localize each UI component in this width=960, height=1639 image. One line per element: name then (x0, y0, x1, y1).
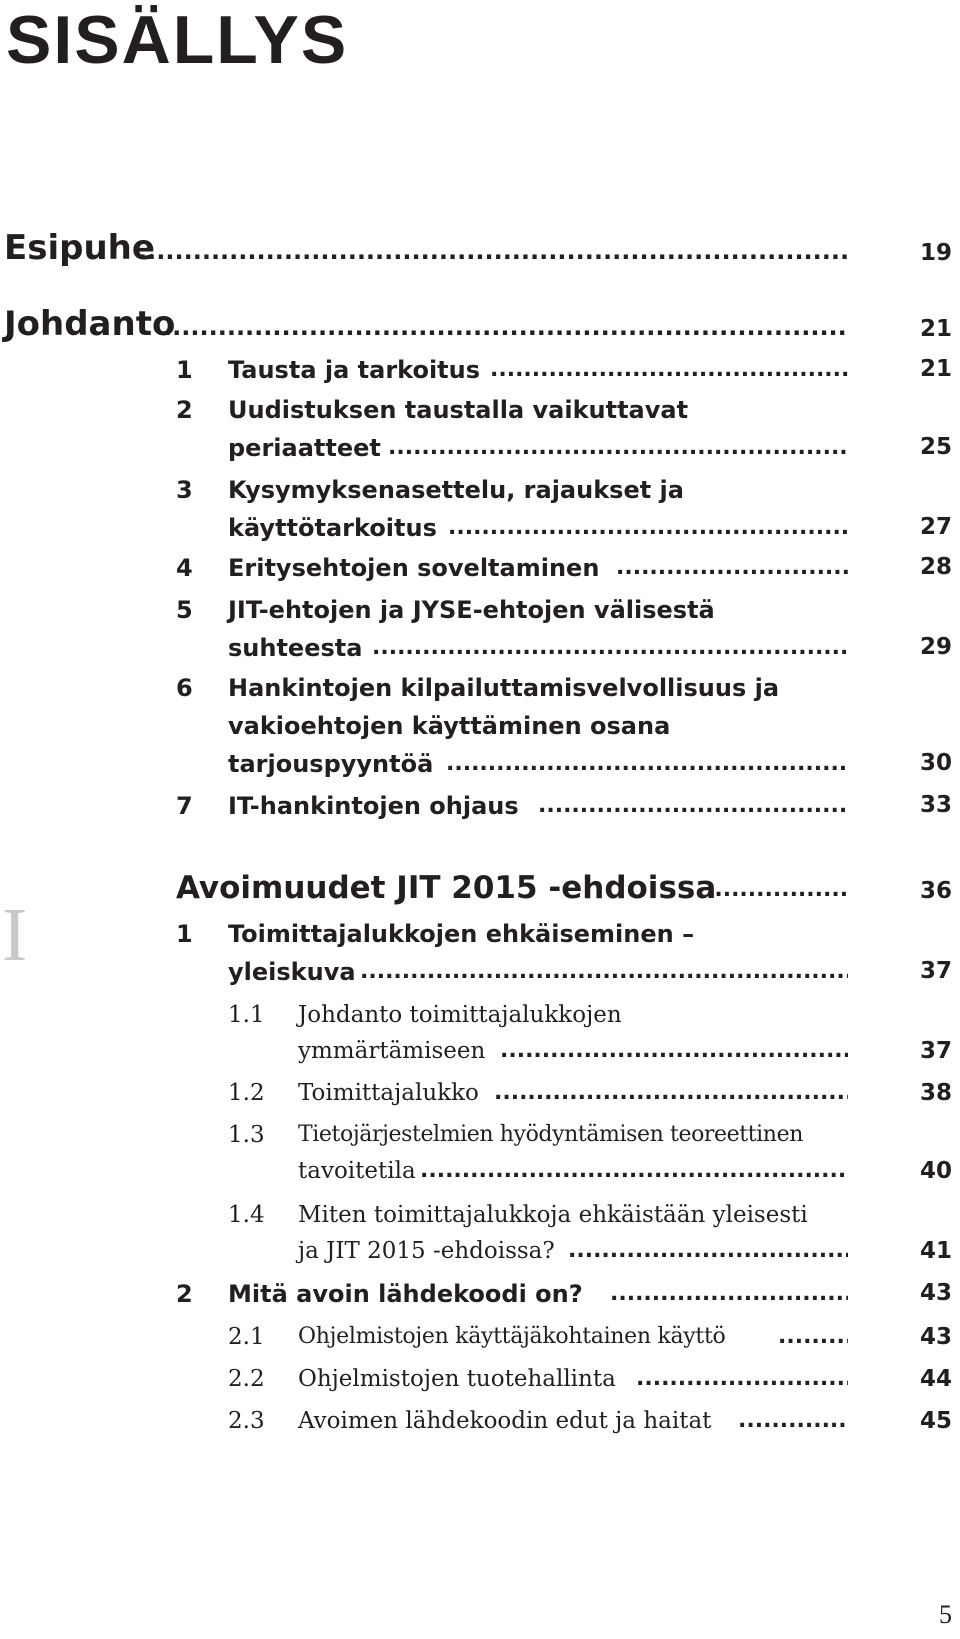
toc-entry-title: Ohjelmistojen käyttäjäkohtainen käyttö (298, 1324, 726, 1349)
toc-entry-number: 4 (176, 554, 193, 582)
toc-entry-number: 6 (176, 674, 193, 702)
dot-leader (163, 312, 848, 342)
dot-leader (420, 1156, 848, 1186)
dot-leader (610, 1279, 848, 1309)
toc-entry-title: Uudistuksen taustalla vaikuttavat (228, 396, 689, 424)
toc-page-number: 37 (919, 1038, 952, 1064)
toc-entry-number: 2.1 (228, 1324, 265, 1350)
toc-entry-title-cont: ja JIT 2015 -ehdoissa? (298, 1238, 555, 1264)
dot-leader (706, 875, 848, 905)
toc-entry-number: 2 (176, 396, 193, 424)
page-title: SISÄLLYS (6, 2, 349, 78)
toc-entry-number: 1.4 (228, 1202, 265, 1228)
toc-entry-title-cont: tavoitetila (298, 1158, 416, 1184)
toc-entry-title-cont: ymmärtämiseen (298, 1038, 486, 1064)
dot-leader (448, 513, 848, 543)
toc-entry-number: 2 (176, 1280, 193, 1308)
toc-entry-title: Hankintojen kilpailuttamisvelvollisuus ja (228, 674, 780, 702)
toc-page-number: 45 (919, 1408, 952, 1434)
toc-entry-title: JIT-ehtojen ja JYSE-ehtojen välisestä (228, 596, 715, 624)
dot-leader (360, 957, 848, 987)
toc-page-number: 38 (919, 1080, 952, 1106)
toc-entry-number: 1.1 (228, 1002, 265, 1028)
toc-entry-number: 1 (176, 920, 193, 948)
dot-leader (778, 1322, 848, 1352)
toc-entry-title: Esipuhe (4, 228, 155, 268)
dot-leader (490, 355, 848, 385)
toc-entry-number: 2.2 (228, 1366, 265, 1392)
dot-leader (446, 749, 848, 779)
toc-entry-title: Johdanto toimittajalukkojen (298, 1002, 622, 1028)
toc-entry-title: Avoimen lähdekoodin edut ja haitat (298, 1408, 712, 1434)
toc-entry-title: Mitä avoin lähdekoodi on? (228, 1280, 583, 1308)
dot-leader (500, 1036, 848, 1066)
dot-leader (568, 1236, 848, 1266)
toc-entry-number: 1 (176, 356, 193, 384)
toc-part-title: Avoimuudet JIT 2015 -ehdoissa (176, 870, 717, 906)
toc-page-number: 33 (919, 792, 952, 818)
toc-page-number: 25 (919, 434, 952, 460)
toc-entry-title-cont: tarjouspyyntöä (228, 750, 434, 778)
toc-entry-title: Miten toimittajalukkoja ehkäistään yleisesti (298, 1202, 808, 1228)
dot-leader (738, 1406, 848, 1436)
toc-page-number: 29 (919, 634, 952, 660)
toc-entry-number: 5 (176, 596, 193, 624)
dot-leader (138, 236, 848, 266)
toc-entry-title: IT-hankintojen ohjaus (228, 792, 519, 820)
toc-page-number: 28 (919, 554, 952, 580)
toc-page-number: 41 (919, 1238, 952, 1264)
toc-page-number: 21 (919, 316, 952, 342)
toc-page-number: 27 (919, 514, 952, 540)
toc-entry-title: Ohjelmistojen tuotehallinta (298, 1366, 616, 1392)
toc-page-number: 44 (919, 1366, 952, 1392)
toc-page-number: 21 (919, 356, 952, 382)
toc-entry-title: Tietojärjestelmien hyödyntämisen teoreettinen (298, 1122, 803, 1147)
dot-leader (372, 633, 848, 663)
toc-entry-title-cont: periaatteet (228, 434, 381, 462)
toc-entry-number: 1.3 (228, 1122, 265, 1148)
dot-leader (616, 553, 848, 583)
toc-entry-title-cont: käyttötarkoitus (228, 514, 437, 542)
toc-entry-title-cont: vakioehtojen käyttäminen osana (228, 712, 671, 740)
toc-entry-number: 2.3 (228, 1408, 265, 1434)
toc-page-number: 30 (919, 750, 952, 776)
toc-page-number: 43 (919, 1324, 952, 1350)
toc-entry-number: 1.2 (228, 1080, 265, 1106)
toc-page-number: 37 (919, 958, 952, 984)
toc-entry-title: Johdanto (4, 304, 176, 344)
dot-leader (538, 791, 848, 821)
toc-page-number: 40 (919, 1158, 952, 1184)
toc-entry-title: Eritysehtojen soveltaminen (228, 554, 600, 582)
dot-leader (636, 1364, 848, 1394)
toc-entry-number: 7 (176, 792, 193, 820)
toc-page-number: 43 (919, 1280, 952, 1306)
toc-entry-number: 3 (176, 476, 193, 504)
toc-page-number: 19 (919, 240, 952, 266)
dot-leader (494, 1078, 848, 1108)
toc-entry-title-cont: yleiskuva (228, 958, 356, 986)
dot-leader (388, 433, 848, 463)
toc-entry-title: Kysymyksenasettelu, rajaukset ja (228, 476, 684, 504)
page-number: 5 (939, 1600, 952, 1629)
toc-entry-title: Toimittajalukkojen ehkäiseminen – (228, 920, 695, 948)
toc-entry-title: Toimittajalukko (298, 1080, 479, 1106)
toc-page-number: 36 (919, 878, 952, 904)
part-numeral: I (2, 893, 28, 977)
toc-entry-title: Tausta ja tarkoitus (228, 356, 481, 384)
toc-entry-title-cont: suhteesta (228, 634, 363, 662)
